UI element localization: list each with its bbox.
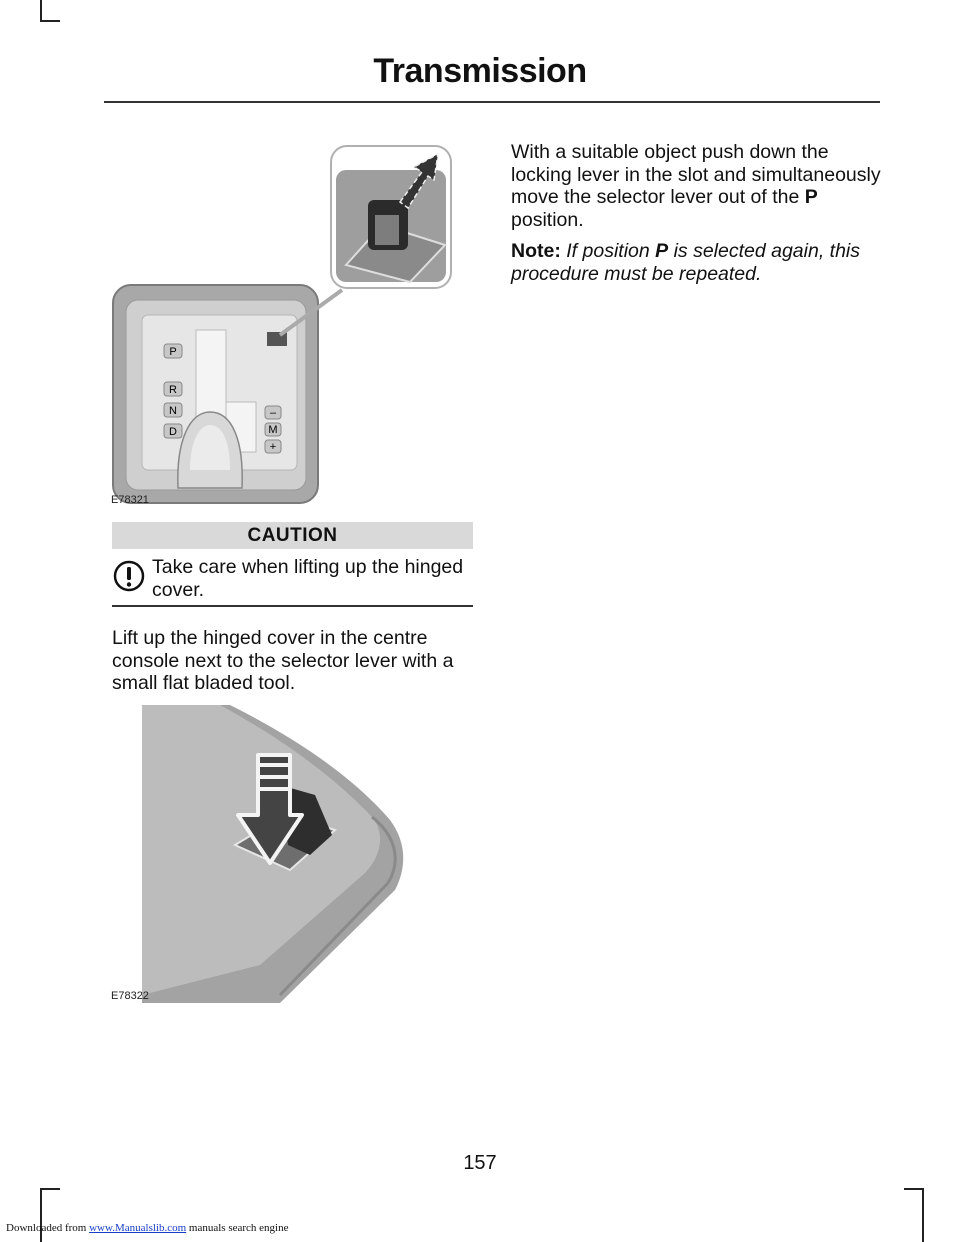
note-text-start: If position — [560, 240, 656, 262]
arrow-stripe-2 — [258, 775, 290, 779]
figure-code-1: E78321 — [111, 494, 149, 506]
download-footer — [6, 1222, 288, 1234]
instruction-gear-p: P — [804, 186, 818, 208]
instruction-paragraph — [511, 141, 883, 231]
crop-mark — [40, 20, 60, 22]
instruction-text-end: position. — [511, 208, 584, 231]
manualslib-link[interactable]: www.Manualslib.com — [89, 1222, 187, 1234]
caution-heading: CAUTION — [112, 522, 473, 549]
gear-label-r: R — [169, 384, 177, 396]
right-column — [511, 141, 883, 294]
warning-icon — [113, 560, 145, 592]
crop-mark — [922, 1188, 924, 1242]
caution-text: Take care when lifting up the hinged cover. — [152, 556, 464, 601]
figure-code-2: E78322 — [111, 990, 149, 1002]
footer-prefix: Downloaded from — [6, 1222, 90, 1234]
page-title: Transmission — [373, 52, 587, 90]
inset-lever-face — [375, 215, 399, 245]
hinged-cover-figure — [110, 705, 410, 1005]
title-rule — [104, 101, 880, 103]
note-label: Note: — [511, 240, 561, 262]
note-text-end: is selected again, this procedure must be repeated. — [511, 240, 861, 285]
manual-label-minus: – — [269, 407, 277, 419]
left-paragraph: Lift up the hinged cover in the centre console next to the selector lever with a small flat bladed tool. — [112, 627, 454, 694]
gear-label-d: D — [169, 426, 177, 438]
arrow-stripe-1 — [258, 763, 290, 767]
crop-mark — [40, 1188, 60, 1190]
manual-label-plus: + — [269, 441, 277, 453]
crop-mark — [40, 0, 42, 22]
selector-lever-figure — [110, 140, 470, 515]
footer-suffix: manuals search engine — [186, 1222, 289, 1234]
page-number: 157 — [463, 1152, 497, 1174]
gear-label-p: P — [169, 346, 177, 358]
note-paragraph — [511, 240, 883, 285]
note-gear-p: P — [655, 240, 669, 262]
caution-rule — [112, 605, 473, 607]
crop-mark — [904, 1188, 924, 1190]
instruction-text-start: With a suitable object push down the locking lever in the slot and simultaneously move the selector lever out of the — [511, 141, 881, 208]
manual-label-m: M — [268, 424, 278, 436]
gear-label-n: N — [169, 405, 177, 417]
arrow-stripe-3 — [258, 787, 290, 791]
